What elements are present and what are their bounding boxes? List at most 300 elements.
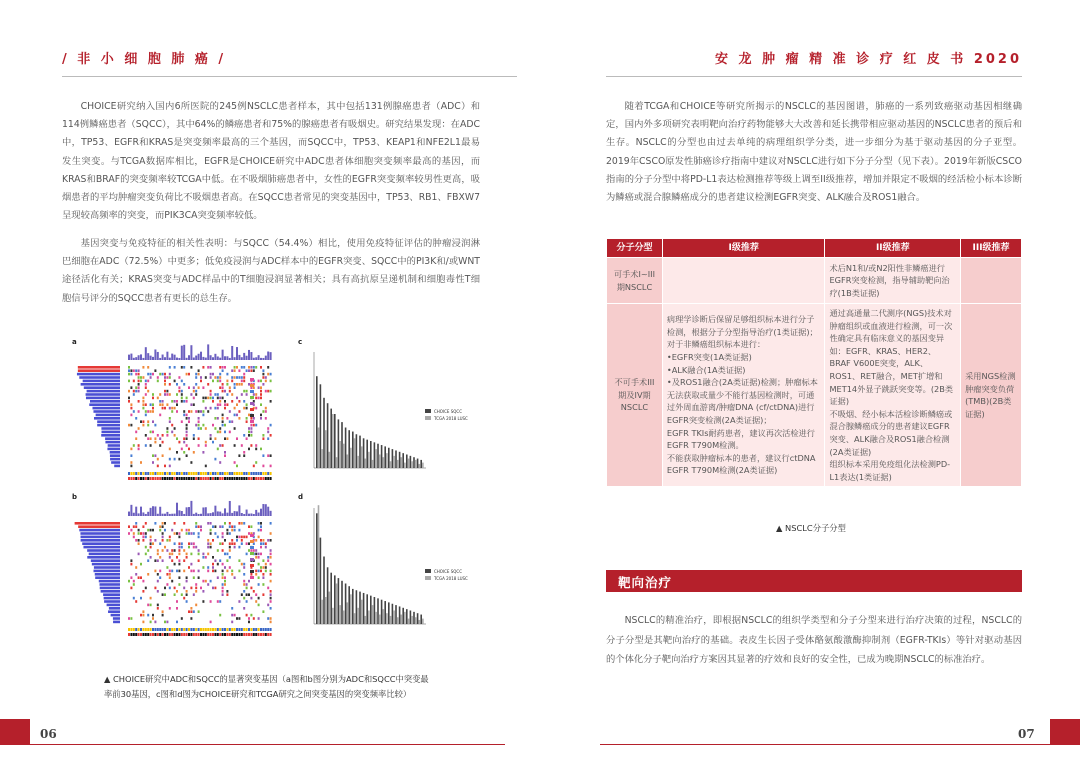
- oncoprint-a-mutation-cell: [183, 366, 185, 369]
- oncoprint-b-mutation-cell: [150, 529, 152, 532]
- oncoprint-a-mutation-cell: [176, 437, 178, 440]
- oncoprint-a-mutation-cell: [169, 393, 171, 396]
- bar-chart-d-bar-tcga: [411, 616, 413, 624]
- oncoprint-b-mutation-cell: [130, 576, 132, 579]
- oncoprint-b-mutation-cell: [253, 617, 255, 620]
- oncoprint-a-mutation-cell: [150, 444, 152, 447]
- oncoprint-b-mutation-cell: [207, 542, 209, 545]
- oncoprint-a-mutation-cell: [198, 427, 200, 430]
- oncoprint-b-mutation-cell: [238, 522, 240, 525]
- mutation-figure: [70, 334, 480, 672]
- oncoprint-b-annotation-cell: [152, 628, 154, 631]
- oncoprint-b-mutation-cell: [258, 563, 260, 566]
- bar-chart-d-bar-choice: [381, 600, 383, 624]
- oncoprint-b-mutation-cell: [210, 529, 212, 532]
- oncoprint-b-annotation-cell: [154, 633, 156, 636]
- oncoprint-a-mutation-cell: [217, 407, 219, 410]
- oncoprint-b-mutation-cell: [159, 556, 161, 559]
- oncoprint-b-mutation-cell: [260, 522, 262, 525]
- oncoprint-b-mutation-cell: [193, 532, 195, 535]
- oncoprint-b-mutation-cell: [231, 529, 233, 532]
- bar-chart-c-bar-tcga: [375, 449, 377, 468]
- oncoprint-b-mutation-cell: [193, 570, 195, 573]
- oncoprint-a-mutation-cell: [210, 393, 212, 396]
- oncoprint-a-mutation-cell: [188, 420, 190, 423]
- oncoprint-b-mutation-cell: [154, 522, 156, 525]
- oncoprint-b-tmb-bar: [246, 510, 248, 516]
- oncoprint-a-mutation-cell: [186, 424, 188, 427]
- oncoprint-b-mutation-cell: [133, 597, 135, 600]
- oncoprint-a-tmb-bar: [147, 353, 149, 360]
- oncoprint-b-annotation-cell: [138, 633, 140, 636]
- oncoprint-b-mutation-cell: [133, 532, 135, 535]
- oncoprint-a-mutation-cell: [135, 386, 137, 389]
- oncoprint-a-tmb-bar: [241, 357, 243, 360]
- oncoprint-a-mutation-cell: [243, 390, 245, 393]
- oncoprint-a-mutation-cell: [253, 366, 255, 369]
- oncoprint-b-mutation-cell: [157, 590, 159, 593]
- oncoprint-b-mutation-cell: [181, 542, 183, 545]
- oncoprint-a-mutation-cell: [162, 454, 164, 457]
- oncoprint-a-mutation-cell: [219, 376, 221, 379]
- oncoprint-a-tmb-bar: [248, 350, 250, 360]
- oncoprint-a-mutation-cell: [212, 373, 214, 376]
- panel-label-c: c: [298, 338, 303, 346]
- oncoprint-a-mutation-cell: [267, 431, 269, 434]
- oncoprint-b-annotation-cell: [205, 628, 207, 631]
- oncoprint-a-freq-bar: [107, 448, 120, 451]
- oncoprint-b-mutation-cell: [186, 529, 188, 532]
- oncoprint-a-freq-bar: [110, 451, 120, 454]
- oncoprint-b-mutation-cell: [258, 597, 260, 600]
- bar-chart-d-bar-choice: [327, 567, 329, 624]
- oncoprint-a-mutation-cell: [130, 373, 132, 376]
- oncoprint-a-mutation-cell: [248, 448, 250, 451]
- oncoprint-b-mutation-cell: [210, 532, 212, 535]
- oncoprint-a-mutation-cell: [219, 431, 221, 434]
- oncoprint-b-annotation-cell: [200, 633, 202, 636]
- bar-chart-d-bar-choice: [316, 513, 318, 624]
- oncoprint-b-annotation-cell: [253, 628, 255, 631]
- legend-tcga-c: TCGA 2018 LUSC: [434, 416, 468, 421]
- oncoprint-a-mutation-cell: [150, 431, 152, 434]
- oncoprint-a-mutation-cell: [128, 380, 130, 383]
- oncoprint-b-mutation-cell: [231, 607, 233, 610]
- oncoprint-a-mutation-cell: [217, 431, 219, 434]
- oncoprint-b-mutation-cell: [193, 593, 195, 596]
- oncoprint-b-mutation-cell: [198, 570, 200, 573]
- oncoprint-b-mutation-cell: [135, 539, 137, 542]
- oncoprint-a-annotation-cell: [202, 472, 204, 475]
- oncoprint-b-mutation-cell: [229, 549, 231, 552]
- oncoprint-a-mutation-cell: [162, 407, 164, 410]
- oncoprint-a-annotation-cell: [133, 477, 135, 480]
- bar-chart-d-bar-choice: [399, 606, 401, 624]
- oncoprint-a-mutation-cell: [138, 427, 140, 430]
- oncoprint-a-mutation-cell: [138, 448, 140, 451]
- oncoprint-a-annotation-cell: [224, 472, 226, 475]
- bar-chart-d-bar-tcga: [361, 600, 363, 624]
- oncoprint-a-annotation-cell: [147, 472, 149, 475]
- oncoprint-b-mutation-cell: [270, 600, 272, 603]
- oncoprint-b-mutation-cell: [130, 587, 132, 590]
- oncoprint-a-mutation-cell: [200, 427, 202, 430]
- oncoprint-b-mutation-cell: [262, 573, 264, 576]
- oncoprint-a-annotation-cell: [169, 477, 171, 480]
- oncoprint-b-tmb-bar: [147, 512, 149, 516]
- oncoprint-b-mutation-cell: [205, 556, 207, 559]
- oncoprint-b-annotation-cell: [190, 633, 192, 636]
- oncoprint-b-annotation-cell: [145, 628, 147, 631]
- oncoprint-a-annotation-cell: [205, 472, 207, 475]
- oncoprint-a-mutation-cell: [130, 369, 132, 372]
- bar-chart-c-bar-choice: [363, 438, 365, 468]
- oncoprint-a-mutation-cell: [181, 400, 183, 403]
- oncoprint-a-annotation-cell: [214, 477, 216, 480]
- oncoprint-a-mutation-cell: [250, 434, 252, 437]
- oncoprint-a-annotation-cell: [262, 477, 264, 480]
- bar-chart-c-bar-choice: [381, 445, 383, 468]
- oncoprint-b-freq-bar: [95, 576, 120, 579]
- oncoprint-a-mutation-cell: [130, 403, 132, 406]
- oncoprint-b-mutation-cell: [164, 529, 166, 532]
- oncoprint-b-annotation-cell: [226, 628, 228, 631]
- oncoprint-b-mutation-cell: [193, 576, 195, 579]
- oncoprint-a-mutation-cell: [133, 390, 135, 393]
- oncoprint-b-tmb-bar: [150, 508, 152, 516]
- oncoprint-a-mutation-cell: [262, 410, 264, 413]
- oncoprint-a-annotation-cell: [210, 477, 212, 480]
- oncoprint-a-mutation-cell: [246, 390, 248, 393]
- oncoprint-b-mutation-cell: [147, 529, 149, 532]
- oncoprint-a-tmb-bar: [169, 358, 171, 360]
- table-header-cell: I级推荐: [662, 239, 825, 258]
- oncoprint-a-mutation-cell: [145, 444, 147, 447]
- oncoprint-b-mutation-cell: [138, 576, 140, 579]
- bar-chart-d-bar-choice: [395, 605, 397, 624]
- oncoprint-b-tmb-bar: [178, 510, 180, 516]
- oncoprint-b-tmb-bar: [188, 507, 190, 516]
- oncoprint-a-mutation-cell: [243, 407, 245, 410]
- oncoprint-b-mutation-cell: [234, 542, 236, 545]
- oncoprint-b-mutation-cell: [248, 532, 250, 535]
- oncoprint-a-annotation-cell: [250, 472, 252, 475]
- bar-chart-d-bar-tcga: [408, 619, 410, 624]
- oncoprint-b-mutation-cell: [147, 559, 149, 562]
- oncoprint-b-mutation-cell: [133, 583, 135, 586]
- bar-chart-c-bar-tcga: [372, 460, 374, 468]
- oncoprint-a-annotation-cell: [138, 472, 140, 475]
- oncoprint-b-annotation-cell: [250, 633, 252, 636]
- oncoprint-a-freq-bar: [101, 427, 120, 430]
- oncoprint-a-tmb-bar: [188, 355, 190, 360]
- oncoprint-b-annotation-cell: [128, 633, 130, 636]
- oncoprint-a-mutation-cell: [236, 376, 238, 379]
- oncoprint-b-freq-bar: [92, 563, 120, 566]
- oncoprint-b-mutation-cell: [229, 525, 231, 528]
- bar-chart-c-bar-tcga: [354, 438, 356, 468]
- legend-swatch-tcga-c: [425, 416, 431, 420]
- oncoprint-b-mutation-cell: [219, 559, 221, 562]
- oncoprint-a-mutation-cell: [219, 386, 221, 389]
- oncoprint-a-mutation-cell: [150, 373, 152, 376]
- oncoprint-a-mutation-cell: [183, 414, 185, 417]
- oncoprint-b-mutation-cell: [128, 617, 130, 620]
- oncoprint-a-mutation-cell: [219, 400, 221, 403]
- oncoprint-b-mutation-cell: [166, 573, 168, 576]
- oncoprint-a-annotation-cell: [154, 477, 156, 480]
- oncoprint-b-mutation-cell: [226, 532, 228, 535]
- oncoprint-a-mutation-cell: [178, 386, 180, 389]
- oncoprint-a-annotation-cell: [174, 477, 176, 480]
- oncoprint-b-mutation-cell: [195, 587, 197, 590]
- oncoprint-b-mutation-cell: [200, 529, 202, 532]
- oncoprint-a-mutation-cell: [258, 380, 260, 383]
- oncoprint-b-tmb-bar: [262, 504, 264, 516]
- table-cell: [961, 258, 1022, 304]
- oncoprint-b-mutation-cell: [222, 576, 224, 579]
- oncoprint-b-mutation-cell: [138, 529, 140, 532]
- oncoprint-b-mutation-cell: [224, 580, 226, 583]
- oncoprint-b-mutation-cell: [243, 566, 245, 569]
- oncoprint-a-annotation-cell: [198, 477, 200, 480]
- oncoprint-b-mutation-cell: [162, 532, 164, 535]
- bar-chart-c-bar-tcga: [361, 446, 363, 468]
- oncoprint-b-annotation-cell: [159, 633, 161, 636]
- table-cell: 病理学诊断后保留足够组织标本进行分子检测，根据分子分型指导治疗(1类证据)； 对于非鳞癌组织标本进行： •EGFR突变(1A类证据) •ALK融合(1A类证据) •及ROS1融合(2A类证据)检测；肿瘤标本无法获取或量少不能行基因检测时，可通过外周血游离/肿瘤DNA (cf/ctDNA)进行EGFR突变检测(2A类证据)； EGFR TKIs耐药患者，建议再次活检进行EGFR T790M检测。 不能获取肿瘤标本的患者，建议行ctDNA EGFR T790M检测(2A类证据): [662, 304, 825, 487]
- oncoprint-a-tmb-bar: [258, 355, 260, 360]
- bar-chart-c-bar-choice: [410, 456, 412, 468]
- oncoprint-a-mutation-cell: [217, 403, 219, 406]
- oncoprint-a-mutation-cell: [159, 393, 161, 396]
- bar-chart-c-bar-tcga: [347, 455, 349, 469]
- oncoprint-b-tmb-bar: [164, 514, 166, 516]
- oncoprint-a-mutation-cell: [248, 383, 250, 386]
- oncoprint-a-mutation-cell: [169, 376, 171, 379]
- oncoprint-a-mutation-cell: [198, 420, 200, 423]
- oncoprint-a-mutation-cell: [217, 397, 219, 400]
- oncoprint-a-mutation-cell: [214, 437, 216, 440]
- oncoprint-a-annotation-cell: [145, 472, 147, 475]
- oncoprint-a-mutation-cell: [234, 386, 236, 389]
- oncoprint-a-legend-swatch: [250, 420, 254, 423]
- oncoprint-b-mutation-cell: [164, 621, 166, 624]
- oncoprint-b-mutation-cell: [212, 539, 214, 542]
- oncoprint-b-annotation-cell: [248, 628, 250, 631]
- oncoprint-b-mutation-cell: [178, 570, 180, 573]
- oncoprint-b-annotation-cell: [195, 628, 197, 631]
- oncoprint-a-mutation-cell: [128, 397, 130, 400]
- oncoprint-a-mutation-cell: [135, 437, 137, 440]
- oncoprint-b-mutation-cell: [130, 559, 132, 562]
- oncoprint-b-mutation-cell: [265, 563, 267, 566]
- oncoprint-b-mutation-cell: [250, 587, 252, 590]
- oncoprint-b-mutation-cell: [198, 549, 200, 552]
- oncoprint-a-mutation-cell: [193, 390, 195, 393]
- oncoprint-a-mutation-cell: [210, 434, 212, 437]
- bar-chart-d-bar-tcga: [357, 608, 359, 624]
- oncoprint-b-mutation-cell: [145, 546, 147, 549]
- oncoprint-a-mutation-cell: [164, 465, 166, 468]
- oncoprint-b-annotation-cell: [166, 628, 168, 631]
- oncoprint-b-mutation-cell: [193, 542, 195, 545]
- oncoprint-b-annotation-cell: [128, 628, 130, 631]
- oncoprint-a-freq-bar: [81, 383, 120, 386]
- oncoprint-b-mutation-cell: [183, 549, 185, 552]
- oncoprint-a-mutation-cell: [238, 417, 240, 420]
- oncoprint-a-mutation-cell: [133, 369, 135, 372]
- oncoprint-a-mutation-cell: [162, 400, 164, 403]
- oncoprint-a-freq-bar: [90, 400, 120, 403]
- oncoprint-b-annotation-cell: [262, 633, 264, 636]
- oncoprint-a-freq-bar: [87, 390, 120, 393]
- oncoprint-b-mutation-cell: [258, 522, 260, 525]
- oncoprint-b-annotation-cell: [195, 633, 197, 636]
- bar-chart-c-bar-choice: [366, 440, 368, 468]
- oncoprint-a-mutation-cell: [145, 434, 147, 437]
- oncoprint-a-mutation-cell: [253, 417, 255, 420]
- oncoprint-a-annotation-cell: [231, 477, 233, 480]
- oncoprint-a-mutation-cell: [241, 393, 243, 396]
- oncoprint-a-mutation-cell: [217, 417, 219, 420]
- bar-chart-c-bar-choice: [352, 432, 354, 468]
- oncoprint-b-mutation-cell: [128, 532, 130, 535]
- bar-chart-c-bar-choice: [370, 441, 372, 468]
- oncoprint-a-mutation-cell: [166, 390, 168, 393]
- oncoprint-a-annotation-cell: [157, 472, 159, 475]
- oncoprint-a-mutation-cell: [219, 427, 221, 430]
- oncoprint-b-mutation-cell: [260, 539, 262, 542]
- oncoprint-a-annotation-cell: [226, 477, 228, 480]
- oncoprint-a-mutation-cell: [236, 397, 238, 400]
- oncoprint-a-annotation-cell: [164, 472, 166, 475]
- oncoprint-b-mutation-cell: [212, 525, 214, 528]
- oncoprint-b-mutation-cell: [181, 617, 183, 620]
- oncoprint-a-mutation-cell: [243, 376, 245, 379]
- oncoprint-a-tmb-bar: [130, 354, 132, 360]
- oncoprint-b-tmb-bar: [159, 507, 161, 516]
- oncoprint-a-tmb-bar: [270, 352, 272, 360]
- oncoprint-a-tmb-bar: [178, 358, 180, 360]
- oncoprint-a-annotation-cell: [142, 472, 144, 475]
- oncoprint-b-annotation-cell: [186, 633, 188, 636]
- oncoprint-a-mutation-cell: [267, 373, 269, 376]
- bar-chart-c-bar-tcga: [404, 463, 406, 468]
- oncoprint-a-annotation-cell: [207, 477, 209, 480]
- oncoprint-b-tmb-bar: [186, 507, 188, 516]
- oncoprint-b-mutation-cell: [157, 559, 159, 562]
- oncoprint-a-mutation-cell: [190, 366, 192, 369]
- oncoprint-b-annotation-cell: [210, 628, 212, 631]
- oncoprint-a-mutation-cell: [164, 393, 166, 396]
- oncoprint-a-freq-bar: [89, 403, 120, 406]
- oncoprint-a-mutation-cell: [267, 437, 269, 440]
- oncoprint-b-tmb-bar: [243, 514, 245, 516]
- oncoprint-a-tmb-bar: [183, 345, 185, 360]
- oncoprint-a-tmb-bar: [243, 353, 245, 360]
- bar-chart-d-bar-choice: [330, 573, 332, 624]
- legend-swatch-tcga-d: [425, 576, 431, 580]
- oncoprint-a-mutation-cell: [248, 414, 250, 417]
- oncoprint-b-annotation-cell: [248, 633, 250, 636]
- oncoprint-b-mutation-cell: [147, 549, 149, 552]
- oncoprint-b-mutation-cell: [159, 576, 161, 579]
- oncoprint-b-mutation-cell: [162, 536, 164, 539]
- oncoprint-b-annotation-cell: [140, 628, 142, 631]
- oncoprint-b-mutation-cell: [222, 593, 224, 596]
- running-header-right: 安 龙 肿 瘤 精 准 诊 疗 红 皮 书 2020: [715, 52, 1022, 67]
- oncoprint-b-annotation-cell: [169, 633, 171, 636]
- oncoprint-a-mutation-cell: [135, 390, 137, 393]
- bar-chart-d-bar-tcga: [325, 597, 327, 624]
- oncoprint-b-annotation-cell: [224, 628, 226, 631]
- oncoprint-b-mutation-cell: [183, 559, 185, 562]
- oncoprint-b-mutation-cell: [178, 546, 180, 549]
- oncoprint-b-mutation-cell: [135, 525, 137, 528]
- oncoprint-a-annotation-cell: [171, 472, 173, 475]
- oncoprint-b-mutation-cell: [229, 522, 231, 525]
- bar-chart-d-bar-choice: [374, 597, 376, 624]
- oncoprint-a-annotation-cell: [265, 477, 267, 480]
- oncoprint-a-mutation-cell: [159, 444, 161, 447]
- oncoprint-a-mutation-cell: [231, 376, 233, 379]
- oncoprint-b-mutation-cell: [222, 536, 224, 539]
- oncoprint-b-mutation-cell: [198, 536, 200, 539]
- footer-bar-right: [1050, 719, 1080, 745]
- oncoprint-a: [77, 344, 272, 480]
- oncoprint-b-mutation-cell: [186, 576, 188, 579]
- oncoprint-b-mutation-cell: [267, 556, 269, 559]
- oncoprint-a-mutation-cell: [224, 366, 226, 369]
- oncoprint-a-mutation-cell: [133, 380, 135, 383]
- oncoprint-a-mutation-cell: [222, 397, 224, 400]
- oncoprint-b-mutation-cell: [226, 559, 228, 562]
- oncoprint-b-mutation-cell: [248, 542, 250, 545]
- oncoprint-a-annotation-cell: [186, 472, 188, 475]
- bar-chart-c-bar-tcga: [393, 456, 395, 468]
- oncoprint-b-mutation-cell: [234, 614, 236, 617]
- oncoprint-a-mutation-cell: [246, 417, 248, 420]
- oncoprint-b-annotation-cell: [222, 633, 224, 636]
- oncoprint-b-tmb-bar: [207, 513, 209, 516]
- oncoprint-b-tmb-bar: [219, 512, 221, 516]
- oncoprint-b-annotation-cell: [241, 633, 243, 636]
- bar-chart-d-bar-choice: [348, 586, 350, 624]
- oncoprint-a-mutation-cell: [176, 410, 178, 413]
- oncoprint-b-tmb-bar: [241, 513, 243, 516]
- oncoprint-b-annotation-cell: [222, 628, 224, 631]
- oncoprint-a-freq-bar: [93, 410, 120, 413]
- oncoprint-a-mutation-cell: [190, 403, 192, 406]
- oncoprint-a-mutation-cell: [164, 383, 166, 386]
- oncoprint-a-mutation-cell: [222, 414, 224, 417]
- oncoprint-a-annotation-cell: [150, 477, 152, 480]
- oncoprint-b-annotation-cell: [246, 628, 248, 631]
- oncoprint-a-mutation-cell: [195, 390, 197, 393]
- oncoprint-a-annotation-cell: [255, 477, 257, 480]
- oncoprint-b-annotation-cell: [260, 628, 262, 631]
- running-header-left: / 非 小 细 胞 肺 癌 /: [62, 52, 227, 67]
- oncoprint-b-freq-bar: [108, 610, 120, 613]
- oncoprint-b-mutation-cell: [207, 522, 209, 525]
- oncoprint-a-mutation-cell: [133, 410, 135, 413]
- oncoprint-b-mutation-cell: [186, 593, 188, 596]
- bar-chart-c-bar-tcga: [350, 448, 352, 468]
- oncoprint-a-mutation-cell: [130, 407, 132, 410]
- oncoprint-a-mutation-cell: [186, 444, 188, 447]
- oncoprint-b-mutation-cell: [150, 542, 152, 545]
- oncoprint-b-mutation-cell: [152, 614, 154, 617]
